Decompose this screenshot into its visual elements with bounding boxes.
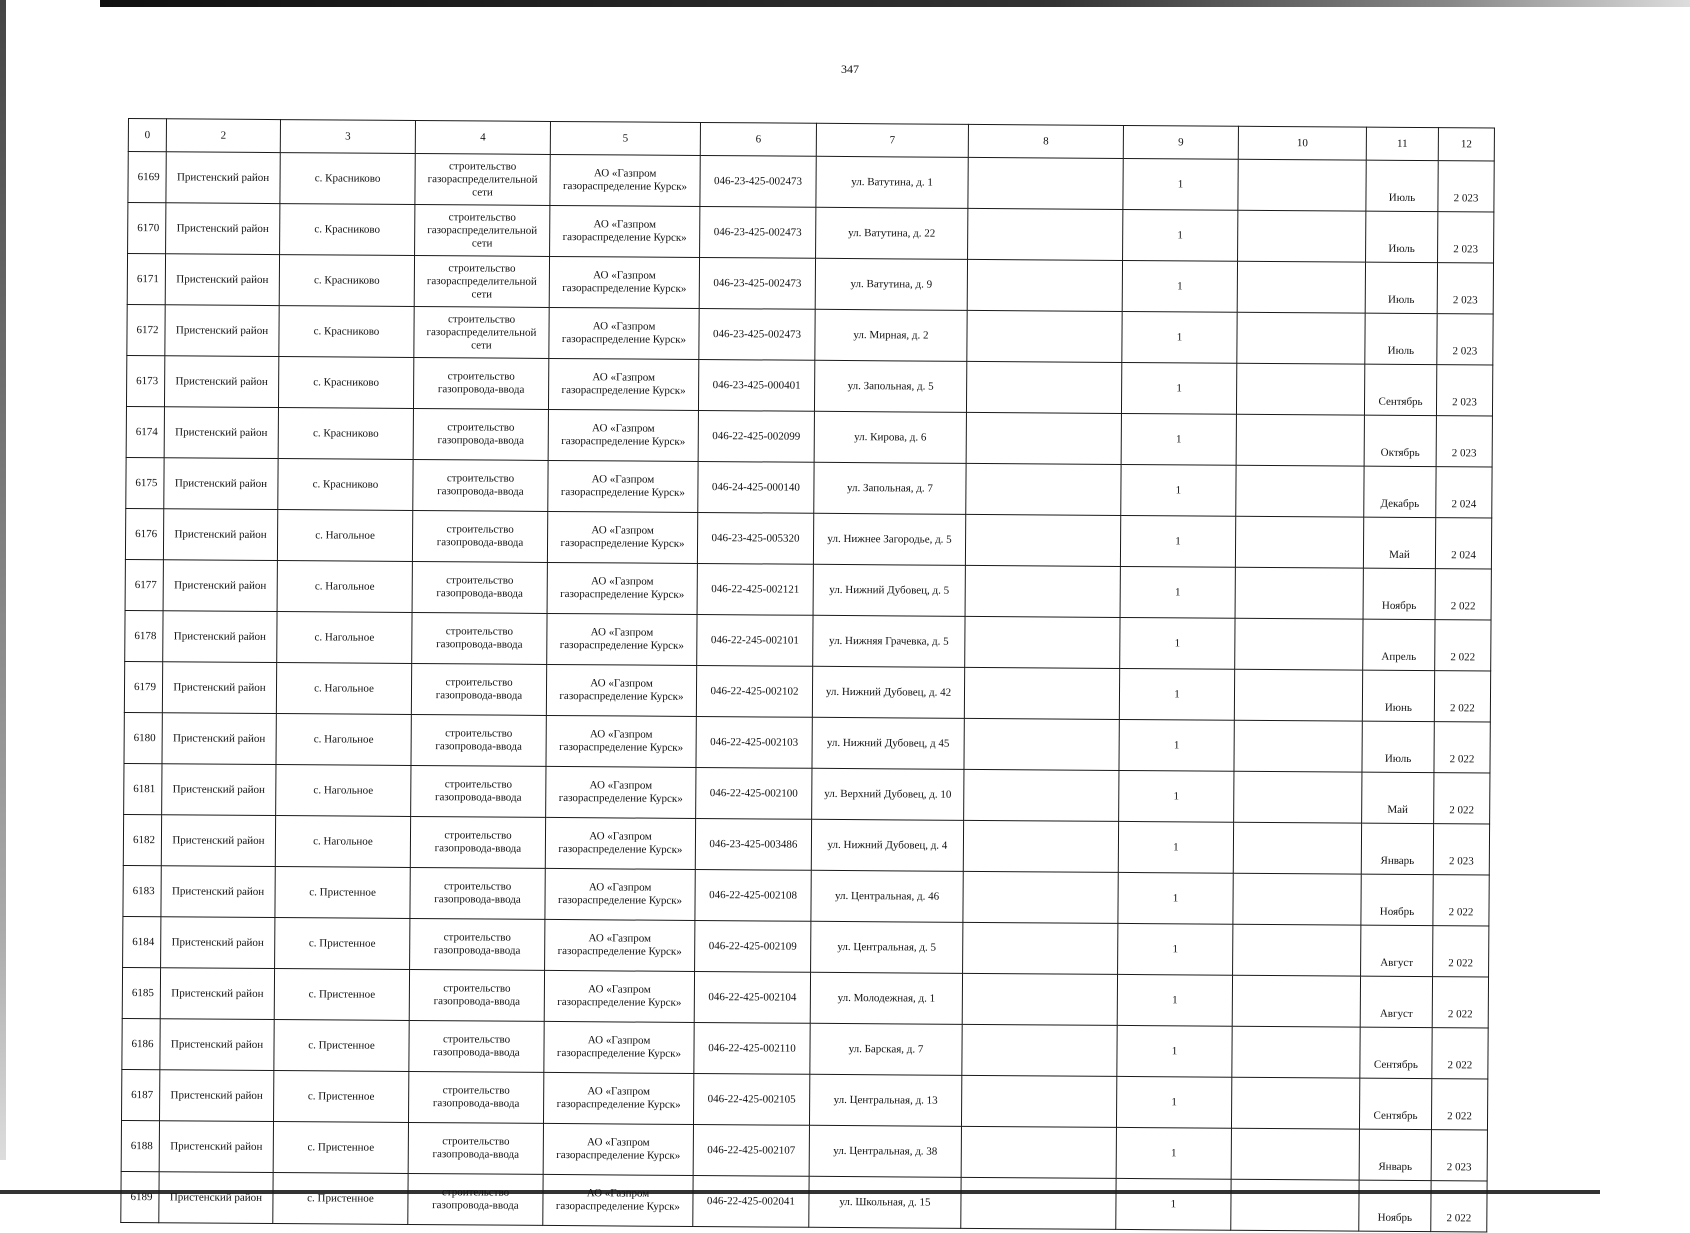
- address-cell: ул. Нижний Дубовец, д. 42: [812, 666, 964, 718]
- code-cell: 046-22-425-002105: [693, 1073, 809, 1125]
- column-header: 6: [700, 122, 816, 156]
- month-cell: Август: [1360, 976, 1432, 1028]
- district-cell: Пристенский район: [165, 254, 279, 306]
- row-number-cell: 6181: [124, 763, 162, 814]
- district-cell: Пристенский район: [159, 1172, 273, 1224]
- organization-cell: АО «Газпром газораспределение Курск»: [544, 970, 694, 1022]
- locality-cell: с. Красниково: [278, 408, 413, 460]
- year-cell: 2 022: [1435, 620, 1491, 671]
- row-number-cell: 6182: [123, 814, 161, 865]
- col8-cell: [965, 514, 1120, 566]
- month-cell: Апрель: [1363, 619, 1435, 671]
- month-cell: Май: [1362, 772, 1434, 824]
- address-cell: ул. Мирная, д. 2: [815, 309, 967, 361]
- quantity-cell: 1: [1121, 362, 1236, 414]
- col10-cell: [1234, 669, 1362, 721]
- organization-cell: АО «Газпром газораспределение Курск»: [548, 358, 698, 410]
- code-cell: 046-22-425-002108: [695, 869, 811, 921]
- quantity-cell: 1: [1116, 1127, 1231, 1179]
- code-cell: 046-22-425-002109: [695, 920, 811, 972]
- district-cell: Пристенский район: [163, 560, 277, 612]
- col8-cell: [965, 616, 1120, 668]
- organization-cell: АО «Газпром газораспределение Курск»: [548, 409, 698, 461]
- row-number-cell: 6171: [127, 254, 165, 305]
- year-cell: 2 023: [1436, 416, 1492, 467]
- scan-edge-top: [100, 0, 1690, 7]
- row-number-cell: 6169: [128, 152, 166, 203]
- col10-cell: [1238, 210, 1366, 262]
- quantity-cell: 1: [1117, 974, 1232, 1026]
- locality-cell: с. Красниково: [280, 204, 415, 256]
- col8-cell: [961, 1075, 1116, 1127]
- work-type-cell: строительство газопровода-ввода: [411, 765, 546, 817]
- col8-cell: [968, 208, 1123, 260]
- organization-cell: АО «Газпром газораспределение Курск»: [549, 256, 699, 308]
- year-cell: 2 022: [1433, 875, 1489, 926]
- year-cell: 2 024: [1436, 467, 1492, 518]
- row-number-cell: 6176: [125, 508, 163, 559]
- year-cell: 2 023: [1438, 161, 1494, 212]
- quantity-cell: 1: [1122, 311, 1237, 363]
- locality-cell: с. Красниково: [278, 459, 413, 511]
- locality-cell: с. Пристенное: [273, 1173, 408, 1225]
- col10-cell: [1237, 312, 1365, 364]
- col8-cell: [963, 922, 1118, 974]
- organization-cell: АО «Газпром газораспределение Курск»: [546, 715, 696, 767]
- organization-cell: АО «Газпром газораспределение Курск»: [545, 817, 695, 869]
- col10-cell: [1236, 465, 1364, 517]
- code-cell: 046-22-425-002100: [696, 767, 812, 819]
- locality-cell: с. Красниково: [280, 153, 415, 205]
- code-cell: 046-22-425-002041: [693, 1175, 809, 1227]
- year-cell: 2 022: [1434, 722, 1490, 773]
- year-cell: 2 024: [1435, 518, 1491, 569]
- col8-cell: [963, 820, 1118, 872]
- year-cell: 2 022: [1435, 569, 1491, 620]
- district-cell: Пристенский район: [164, 407, 278, 459]
- address-cell: ул. Нижняя Грачевка, д. 5: [813, 615, 965, 667]
- district-cell: Пристенский район: [161, 815, 275, 867]
- district-cell: Пристенский район: [166, 152, 280, 204]
- quantity-cell: 1: [1116, 1178, 1231, 1230]
- organization-cell: АО «Газпром газораспределение Курск»: [550, 154, 700, 206]
- district-cell: Пристенский район: [159, 1121, 273, 1173]
- column-header: 7: [816, 123, 968, 157]
- quantity-cell: 1: [1119, 668, 1234, 720]
- month-cell: Июль: [1365, 262, 1437, 314]
- address-cell: ул. Нижний Дубовец, д. 4: [811, 819, 963, 871]
- month-cell: Июль: [1365, 313, 1437, 365]
- organization-cell: АО «Газпром газораспределение Курск»: [547, 613, 697, 665]
- row-number-cell: 6188: [121, 1120, 159, 1171]
- code-cell: 046-23-425-000401: [698, 359, 814, 411]
- scan-edge-left: [0, 0, 6, 1160]
- district-cell: Пристенский район: [163, 611, 277, 663]
- code-cell: 046-23-425-002473: [699, 308, 815, 360]
- quantity-cell: 1: [1119, 770, 1234, 822]
- organization-cell: АО «Газпром газораспределение Курск»: [544, 1021, 694, 1073]
- district-cell: Пристенский район: [161, 866, 275, 918]
- district-cell: Пристенский район: [160, 1070, 274, 1122]
- month-cell: Ноябрь: [1361, 874, 1433, 926]
- locality-cell: с. Пристенное: [274, 1020, 409, 1072]
- work-type-cell: строительство газопровода-ввода: [409, 1020, 544, 1072]
- month-cell: Июль: [1366, 211, 1438, 263]
- district-cell: Пристенский район: [162, 713, 276, 765]
- quantity-cell: 1: [1118, 923, 1233, 975]
- column-header: 4: [415, 121, 550, 155]
- organization-cell: АО «Газпром газораспределение Курск»: [543, 1174, 693, 1226]
- organization-cell: АО «Газпром газораспределение Курск»: [550, 205, 700, 257]
- col8-cell: [963, 871, 1118, 923]
- address-cell: ул. Ватутина, д. 1: [816, 156, 968, 208]
- district-cell: Пристенский район: [163, 509, 277, 561]
- column-header: 8: [968, 124, 1123, 158]
- locality-cell: с. Пристенное: [275, 867, 410, 919]
- work-type-cell: строительство газопровода-ввода: [408, 1071, 543, 1123]
- year-cell: 2 022: [1434, 773, 1490, 824]
- col8-cell: [964, 769, 1119, 821]
- locality-cell: с. Нагольное: [276, 663, 411, 715]
- work-type-cell: строительство газораспределительной сети: [414, 256, 549, 308]
- month-cell: Декабрь: [1364, 466, 1436, 518]
- address-cell: ул. Ватутина, д. 22: [816, 207, 968, 259]
- quantity-cell: 1: [1123, 209, 1238, 261]
- month-cell: Сентябрь: [1359, 1078, 1431, 1130]
- col8-cell: [962, 1024, 1117, 1076]
- quantity-cell: 1: [1117, 1025, 1232, 1077]
- row-number-cell: 6187: [122, 1069, 160, 1120]
- organization-cell: АО «Газпром газораспределение Курск»: [546, 766, 696, 818]
- organization-cell: АО «Газпром газораспределение Курск»: [547, 511, 697, 563]
- year-cell: 2 022: [1433, 926, 1489, 977]
- address-cell: ул. Центральная, д. 38: [809, 1125, 961, 1177]
- work-type-cell: строительство газопровода-ввода: [412, 561, 547, 613]
- locality-cell: с. Нагольное: [276, 765, 411, 817]
- col10-cell: [1234, 720, 1362, 772]
- work-type-cell: строительство газопровода-ввода: [408, 1122, 543, 1174]
- locality-cell: с. Пристенное: [275, 918, 410, 970]
- column-header: 2: [166, 119, 280, 153]
- district-cell: Пристенский район: [166, 203, 280, 255]
- address-cell: ул. Ватутина, д. 9: [815, 258, 967, 310]
- work-type-cell: строительство газопровода-ввода: [413, 409, 548, 461]
- col10-cell: [1235, 567, 1363, 619]
- month-cell: Ноябрь: [1363, 568, 1435, 620]
- district-cell: Пристенский район: [161, 917, 275, 969]
- col10-cell: [1231, 1179, 1359, 1231]
- col10-cell: [1234, 771, 1362, 823]
- quantity-cell: 1: [1116, 1076, 1231, 1128]
- address-cell: ул. Барская, д. 7: [810, 1023, 962, 1075]
- month-cell: Май: [1363, 517, 1435, 569]
- locality-cell: с. Нагольное: [277, 612, 412, 664]
- code-cell: 046-23-425-002473: [700, 155, 816, 207]
- row-number-cell: 6170: [128, 203, 166, 254]
- col8-cell: [968, 157, 1123, 209]
- work-type-cell: строительство газопровода-ввода: [413, 459, 548, 511]
- organization-cell: АО «Газпром газораспределение Курск»: [545, 868, 695, 920]
- locality-cell: с. Красниково: [279, 255, 414, 307]
- code-cell: 046-23-425-003486: [695, 818, 811, 870]
- column-header: 11: [1366, 127, 1438, 161]
- address-cell: ул. Центральная, д. 5: [811, 921, 963, 973]
- address-cell: ул. Молодежная, д. 1: [810, 972, 962, 1024]
- quantity-cell: 1: [1120, 617, 1235, 669]
- year-cell: 2 022: [1432, 977, 1488, 1028]
- quantity-cell: 1: [1120, 566, 1235, 618]
- quantity-cell: 1: [1121, 413, 1236, 465]
- quantity-cell: 1: [1121, 464, 1236, 516]
- district-cell: Пристенский район: [162, 764, 276, 816]
- organization-cell: АО «Газпром газораспределение Курск»: [545, 919, 695, 971]
- organization-cell: АО «Газпром газораспределение Курск»: [543, 1123, 693, 1175]
- col10-cell: [1236, 414, 1364, 466]
- district-cell: Пристенский район: [164, 458, 278, 510]
- column-header: 0: [128, 119, 166, 152]
- column-header: 12: [1438, 128, 1494, 161]
- work-type-cell: строительство газопровода-ввода: [410, 816, 545, 868]
- address-cell: ул. Центральная, д. 13: [809, 1074, 961, 1126]
- code-cell: 046-22-425-002110: [694, 1022, 810, 1074]
- work-type-cell: строительство газораспределительной сети: [415, 205, 550, 257]
- district-cell: Пристенский район: [160, 968, 274, 1020]
- month-cell: Июль: [1362, 721, 1434, 773]
- data-table: [120, 118, 1495, 1233]
- work-type-cell: строительство газопровода-ввода: [410, 918, 545, 970]
- month-cell: Июль: [1366, 160, 1438, 212]
- column-header: 5: [550, 121, 700, 155]
- address-cell: ул. Запольная, д. 5: [814, 360, 966, 412]
- year-cell: 2 023: [1436, 365, 1492, 416]
- row-number-cell: 6185: [122, 967, 160, 1018]
- column-header: 3: [280, 120, 415, 154]
- row-number-cell: 6186: [122, 1018, 160, 1069]
- year-cell: 2 022: [1431, 1079, 1487, 1130]
- organization-cell: АО «Газпром газораспределение Курск»: [543, 1072, 693, 1124]
- col10-cell: [1235, 516, 1363, 568]
- col8-cell: [966, 463, 1121, 515]
- row-number-cell: 6172: [127, 304, 165, 355]
- work-type-cell: строительство газопровода-ввода: [410, 867, 545, 919]
- col10-cell: [1236, 363, 1364, 415]
- work-type-cell: строительство газораспределительной сети: [415, 154, 550, 206]
- code-cell: 046-22-425-002103: [696, 716, 812, 768]
- work-type-cell: строительство газопровода-ввода: [411, 714, 546, 766]
- table-body: [121, 152, 1494, 1233]
- district-cell: Пристенский район: [162, 662, 276, 714]
- col10-cell: [1233, 924, 1361, 976]
- year-cell: 2 023: [1433, 824, 1489, 875]
- page-number: 347: [841, 62, 859, 76]
- quantity-cell: 1: [1118, 821, 1233, 873]
- address-cell: ул. Нижний Дубовец, д 45: [812, 717, 964, 769]
- year-cell: 2 023: [1437, 314, 1493, 365]
- col8-cell: [962, 973, 1117, 1025]
- row-number-cell: 6180: [124, 712, 162, 763]
- row-number-cell: 6175: [126, 457, 164, 508]
- address-cell: ул. Нижнее Загородье, д. 5: [813, 513, 965, 565]
- column-header: 10: [1238, 126, 1366, 160]
- quantity-cell: 1: [1120, 515, 1235, 567]
- month-cell: Январь: [1359, 1129, 1431, 1181]
- row-number-cell: 6184: [123, 916, 161, 967]
- work-type-cell: строительство газопровода-ввода: [412, 510, 547, 562]
- col10-cell: [1235, 618, 1363, 670]
- col8-cell: [961, 1126, 1116, 1178]
- locality-cell: с. Нагольное: [277, 510, 412, 562]
- year-cell: 2 022: [1432, 1028, 1488, 1079]
- organization-cell: АО «Газпром газораспределение Курск»: [547, 562, 697, 614]
- year-cell: 2 023: [1431, 1130, 1487, 1181]
- col10-cell: [1237, 261, 1365, 313]
- month-cell: Сентябрь: [1360, 1027, 1432, 1079]
- locality-cell: с. Нагольное: [275, 816, 410, 868]
- code-cell: 046-22-425-002121: [697, 563, 813, 615]
- district-cell: Пристенский район: [164, 356, 278, 408]
- organization-cell: АО «Газпром газораспределение Курск»: [549, 307, 699, 359]
- work-type-cell: строительство газопровода-ввода: [408, 1173, 543, 1225]
- locality-cell: с. Красниково: [279, 306, 414, 358]
- locality-cell: с. Пристенное: [274, 969, 409, 1021]
- col8-cell: [964, 667, 1119, 719]
- code-cell: 046-23-425-002473: [700, 206, 816, 258]
- locality-cell: с. Пристенное: [273, 1071, 408, 1123]
- month-cell: Ноябрь: [1359, 1180, 1431, 1232]
- code-cell: 046-23-425-005320: [697, 512, 813, 564]
- month-cell: Июнь: [1362, 670, 1434, 722]
- row-number-cell: 6183: [123, 865, 161, 916]
- year-cell: 2 022: [1434, 671, 1490, 722]
- locality-cell: с. Нагольное: [276, 714, 411, 766]
- work-type-cell: строительство газопровода-ввода: [412, 612, 547, 664]
- quantity-cell: 1: [1123, 158, 1238, 210]
- row-number-cell: 6173: [126, 355, 164, 406]
- code-cell: 046-24-425-000140: [698, 461, 814, 513]
- col8-cell: [967, 310, 1122, 362]
- address-cell: ул. Нижний Дубовец, д. 5: [813, 564, 965, 616]
- district-cell: Пристенский район: [160, 1019, 274, 1071]
- address-cell: ул. Центральная, д. 46: [811, 870, 963, 922]
- row-number-cell: 6177: [125, 559, 163, 610]
- work-type-cell: строительство газораспределительной сети: [414, 307, 549, 359]
- address-cell: ул. Запольная, д. 7: [814, 462, 966, 514]
- row-number-cell: 6178: [125, 610, 163, 661]
- col10-cell: [1231, 1077, 1359, 1129]
- col8-cell: [961, 1177, 1116, 1229]
- row-number-cell: 6174: [126, 406, 164, 457]
- col10-cell: [1238, 159, 1366, 211]
- column-header: 9: [1123, 125, 1238, 159]
- col8-cell: [964, 718, 1119, 770]
- organization-cell: АО «Газпром газораспределение Курск»: [546, 664, 696, 716]
- row-number-cell: 6189: [121, 1171, 159, 1222]
- col10-cell: [1233, 873, 1361, 925]
- organization-cell: АО «Газпром газораспределение Курск»: [548, 460, 698, 512]
- col8-cell: [966, 361, 1121, 413]
- col10-cell: [1233, 822, 1361, 874]
- address-cell: ул. Школьная, д. 15: [809, 1176, 961, 1228]
- table-row: [121, 1171, 1487, 1232]
- month-cell: Октябрь: [1364, 415, 1436, 467]
- quantity-cell: 1: [1119, 719, 1234, 771]
- col10-cell: [1231, 1128, 1359, 1180]
- work-type-cell: строительство газопровода-ввода: [413, 358, 548, 410]
- district-cell: Пристенский район: [165, 305, 279, 357]
- quantity-cell: 1: [1118, 872, 1233, 924]
- year-cell: 2 023: [1437, 263, 1493, 314]
- locality-cell: с. Пристенное: [273, 1122, 408, 1174]
- month-cell: Август: [1361, 925, 1433, 977]
- address-cell: ул. Кирова, д. 6: [814, 411, 966, 463]
- address-cell: ул. Верхний Дубовец, д. 10: [812, 768, 964, 820]
- code-cell: 046-22-425-002102: [696, 665, 812, 717]
- col8-cell: [966, 412, 1121, 464]
- code-cell: 046-22-245-002101: [697, 614, 813, 666]
- work-type-cell: строительство газопровода-ввода: [409, 969, 544, 1021]
- year-cell: 2 022: [1431, 1181, 1487, 1232]
- month-cell: Январь: [1361, 823, 1433, 875]
- code-cell: 046-22-425-002107: [693, 1124, 809, 1176]
- quantity-cell: 1: [1122, 260, 1237, 312]
- col10-cell: [1232, 1026, 1360, 1078]
- work-type-cell: строительство газопровода-ввода: [411, 663, 546, 715]
- code-cell: 046-22-425-002099: [698, 410, 814, 462]
- month-cell: Сентябрь: [1364, 364, 1436, 416]
- row-number-cell: 6179: [124, 661, 162, 712]
- code-cell: 046-22-425-002104: [694, 971, 810, 1023]
- year-cell: 2 023: [1438, 212, 1494, 263]
- locality-cell: с. Нагольное: [277, 561, 412, 613]
- col10-cell: [1232, 975, 1360, 1027]
- col8-cell: [965, 565, 1120, 617]
- col8-cell: [967, 259, 1122, 311]
- code-cell: 046-23-425-002473: [699, 257, 815, 309]
- locality-cell: с. Красниково: [278, 357, 413, 409]
